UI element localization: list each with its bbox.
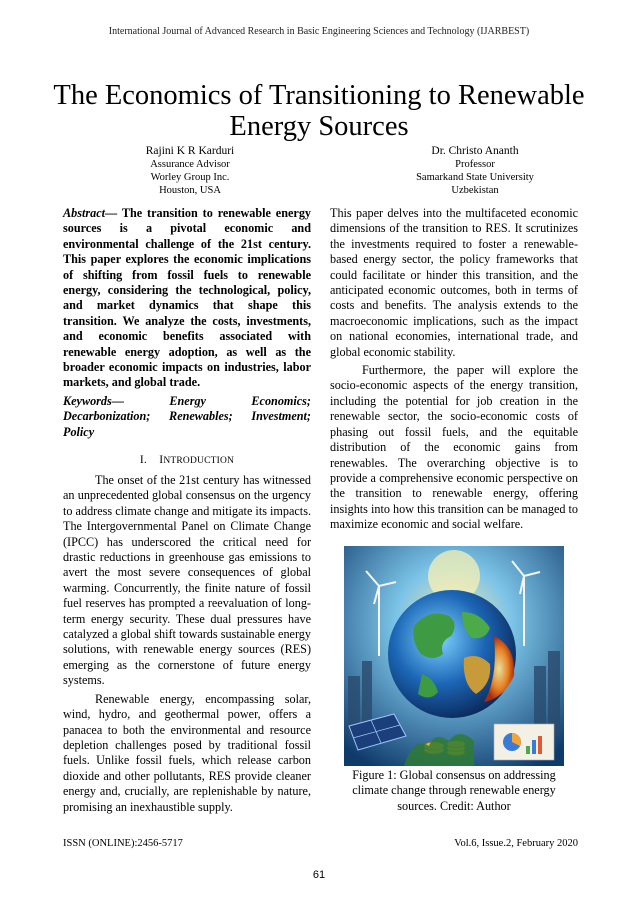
paragraph: Furthermore, the paper will explore the socio-economic aspects of the energy transition, including the potential for job creation in the renewable sector, the socio-economic costs of phasing out fossil fuels, and the equitable distribution of the economic gains from renewables. The overarching objective is to provide a comprehensive economic perspective on the transition to renewable energy, offering insights into how this transition can be managed to maximize economic and social welfare. [330,363,578,532]
paragraph: Renewable energy, encompassing solar, wind, hydro, and geothermal power, offers a panacea to both the environmental and resource depletion challenges posed by traditional fossil fuels. Unlike fossil fuels, which release carbon dioxide and other pollutants, RES provide cleaner energy and, crucially, are replenishable by nature, promising an inexhaustible supply. [63,691,311,814]
right-column-body [330,206,578,533]
author-org: Worley Group Inc. [150,172,230,183]
footer-volume: Vol.6, Issue.2, February 2020 [454,838,578,849]
paper-title: The Economics of Transitioning to Renewable Energy Sources [53,80,585,142]
paragraph: The onset of the 21st century has witnessed an unprecedented global consensus on the urgency to address climate change and mitigate its impacts. The Intergovernmental Panel on Climate Change (IPCC) has underscored the critical need for drastic reductions in greenhouse gas emissions to avert the most severe consequences of global warming. Concurrently, the finite nature of fossil fuel reserves has prompted a reevaluation of long-term energy security. These dual pressures have catalyzed a global shift towards sustainable energy solutions, with renewable energy sources (RES) emerging as the cornerstone of future energy systems. [63,473,311,688]
section-title-initial: I [159,454,164,466]
author-org: Samarkand State University [416,172,534,183]
page-number: 61 [312,869,326,881]
author-name: Rajini K R Karduri [145,145,235,157]
author-location: Uzbekistan [451,185,499,196]
abstract-text: The transition to renewable energy sources is a pivotal economic and environmental challenge of the 21st century. This paper explores the economic implications of shifting from fossil fuels to renewable energy, considering the technological, policy, and market dynamics that shape this transition. We analyze the costs, investments, and economic benefits associated with renewable energy adoption, as well as the broader economic impacts on industries, labor markets, and global trade. [63,206,312,390]
keywords-label: Keywords— [63,394,124,408]
intro-body [63,473,311,815]
abstract [63,206,311,391]
author-block-1 [90,145,290,197]
earth-illustration [344,546,564,766]
figure-earth-renewables-image [344,546,564,766]
author-name: Dr. Christo Ananth [431,145,519,157]
paragraph: This paper delves into the multifaceted economic dimensions of the transition to RES. It scrutinizes the investments required to foster a renewable-based energy sector, the policy frameworks that could facilitate or hinder this transition, and the anticipated economic outcomes, both in terms of costs and benefits. The analysis extends to the macroeconomic implications, such as the impact on national economies, international trade, and global economic stability. [330,206,578,359]
keywords-text: Energy Economics; Decarbonization; Renewables; Investment; Policy [63,394,311,439]
journal-header: International Journal of Advanced Research in Basic Engineering Sciences and Technology (IJARBEST) [108,26,530,37]
footer-issn: ISSN (ONLINE):2456-5717 [63,838,183,849]
author-role: Professor [455,159,495,170]
section-heading [63,454,311,466]
section-number: I. [139,454,147,466]
abstract-label: Abstract— [63,206,118,220]
section-title-rest: NTRODUCTION [163,456,235,466]
figure-caption: Figure 1: Global consensus on addressing climate change through renewable energy sources. Credit: Author [352,768,556,813]
author-block-2 [365,145,585,197]
keywords [63,394,311,440]
author-role: Assurance Advisor [150,159,230,170]
author-location: Houston, USA [159,185,221,196]
